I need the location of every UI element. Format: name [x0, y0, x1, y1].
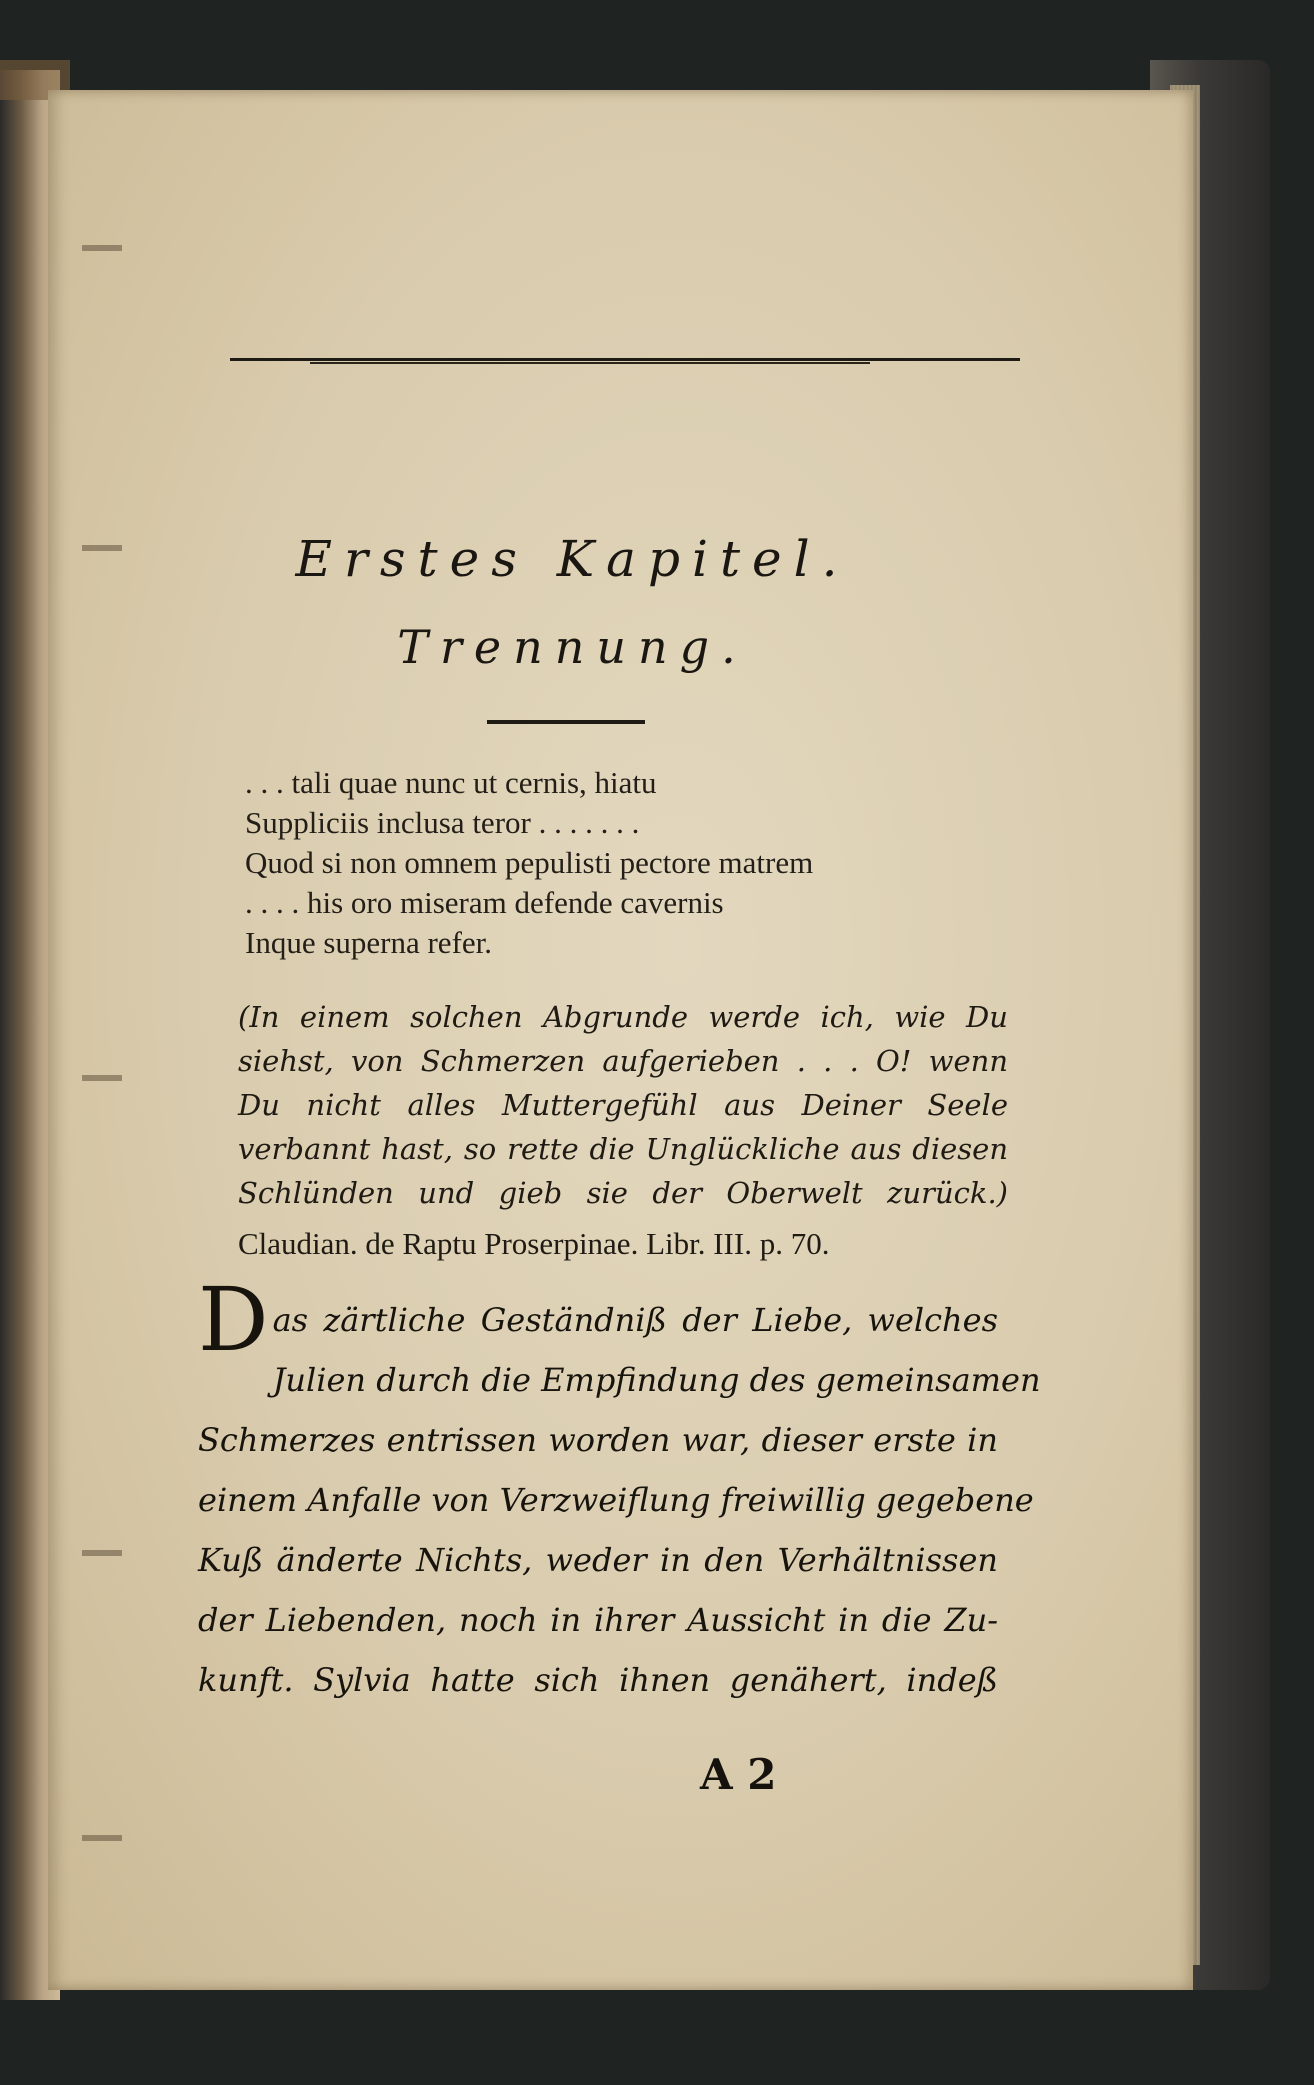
- body-line: Schmerzes entrissen worden war, dieser erste in: [198, 1421, 998, 1459]
- translation-line: Schlünden und gieb sie der Oberwelt zurück.): [238, 1176, 1008, 1210]
- latin-epigraph: [245, 765, 813, 965]
- body-line: Julien durch die Empfindung des gemeinsamen: [272, 1361, 1041, 1399]
- binding-stitch: [82, 1835, 122, 1841]
- chapter-title: Erstes Kapitel.: [295, 530, 850, 588]
- epigraph-line: . . . tali quae nunc ut cernis, hiatu: [245, 765, 657, 800]
- signature-mark: A 2: [700, 1750, 777, 1799]
- epigraph-line: Inque superna refer.: [245, 925, 493, 960]
- drop-cap: D: [198, 1268, 269, 1371]
- translation-line: (In einem solchen Abgrunde werde ich, wie Du: [238, 1000, 1008, 1034]
- header-rule: [230, 358, 1020, 361]
- body-line: einem Anfalle von Verzweiflung freiwillig gegebene: [198, 1481, 1034, 1519]
- translation-line: Du nicht alles Muttergefühl aus Deiner Seele: [238, 1088, 1008, 1122]
- body-text: [198, 1268, 1041, 1710]
- body-line: as zärtliche Geständniß der Liebe, welches: [272, 1301, 998, 1339]
- epigraph-translation: [238, 1000, 1008, 1220]
- body-line: Kuß änderte Nichts, weder in den Verhältnissen: [198, 1541, 998, 1579]
- translation-line: verbannt hast, so rette die Unglückliche aus diesen: [238, 1132, 1008, 1166]
- epigraph-line: . . . . his oro miseram defende cavernis: [245, 885, 724, 920]
- body-line: kunft. Sylvia hatte sich ihnen genähert, indeß: [198, 1661, 998, 1699]
- binding-stitch: [82, 1075, 122, 1081]
- body-line: der Liebenden, noch in ihrer Aussicht in die Zu-: [198, 1601, 998, 1639]
- binding-stitch: [82, 1550, 122, 1556]
- section-rule: [487, 720, 645, 724]
- epigraph-line: Quod si non omnem pepulisti pectore matrem: [245, 845, 814, 880]
- binding-stitch: [82, 245, 122, 251]
- epigraph-line: Suppliciis inclusa teror . . . . . . .: [245, 805, 640, 840]
- chapter-subtitle: Trennung.: [397, 620, 748, 674]
- translation-line: siehst, von Schmerzen aufgerieben . . . O! wenn: [238, 1044, 1008, 1078]
- epigraph-citation: Claudian. de Raptu Proserpinae. Libr. III. p. 70.: [238, 1226, 830, 1261]
